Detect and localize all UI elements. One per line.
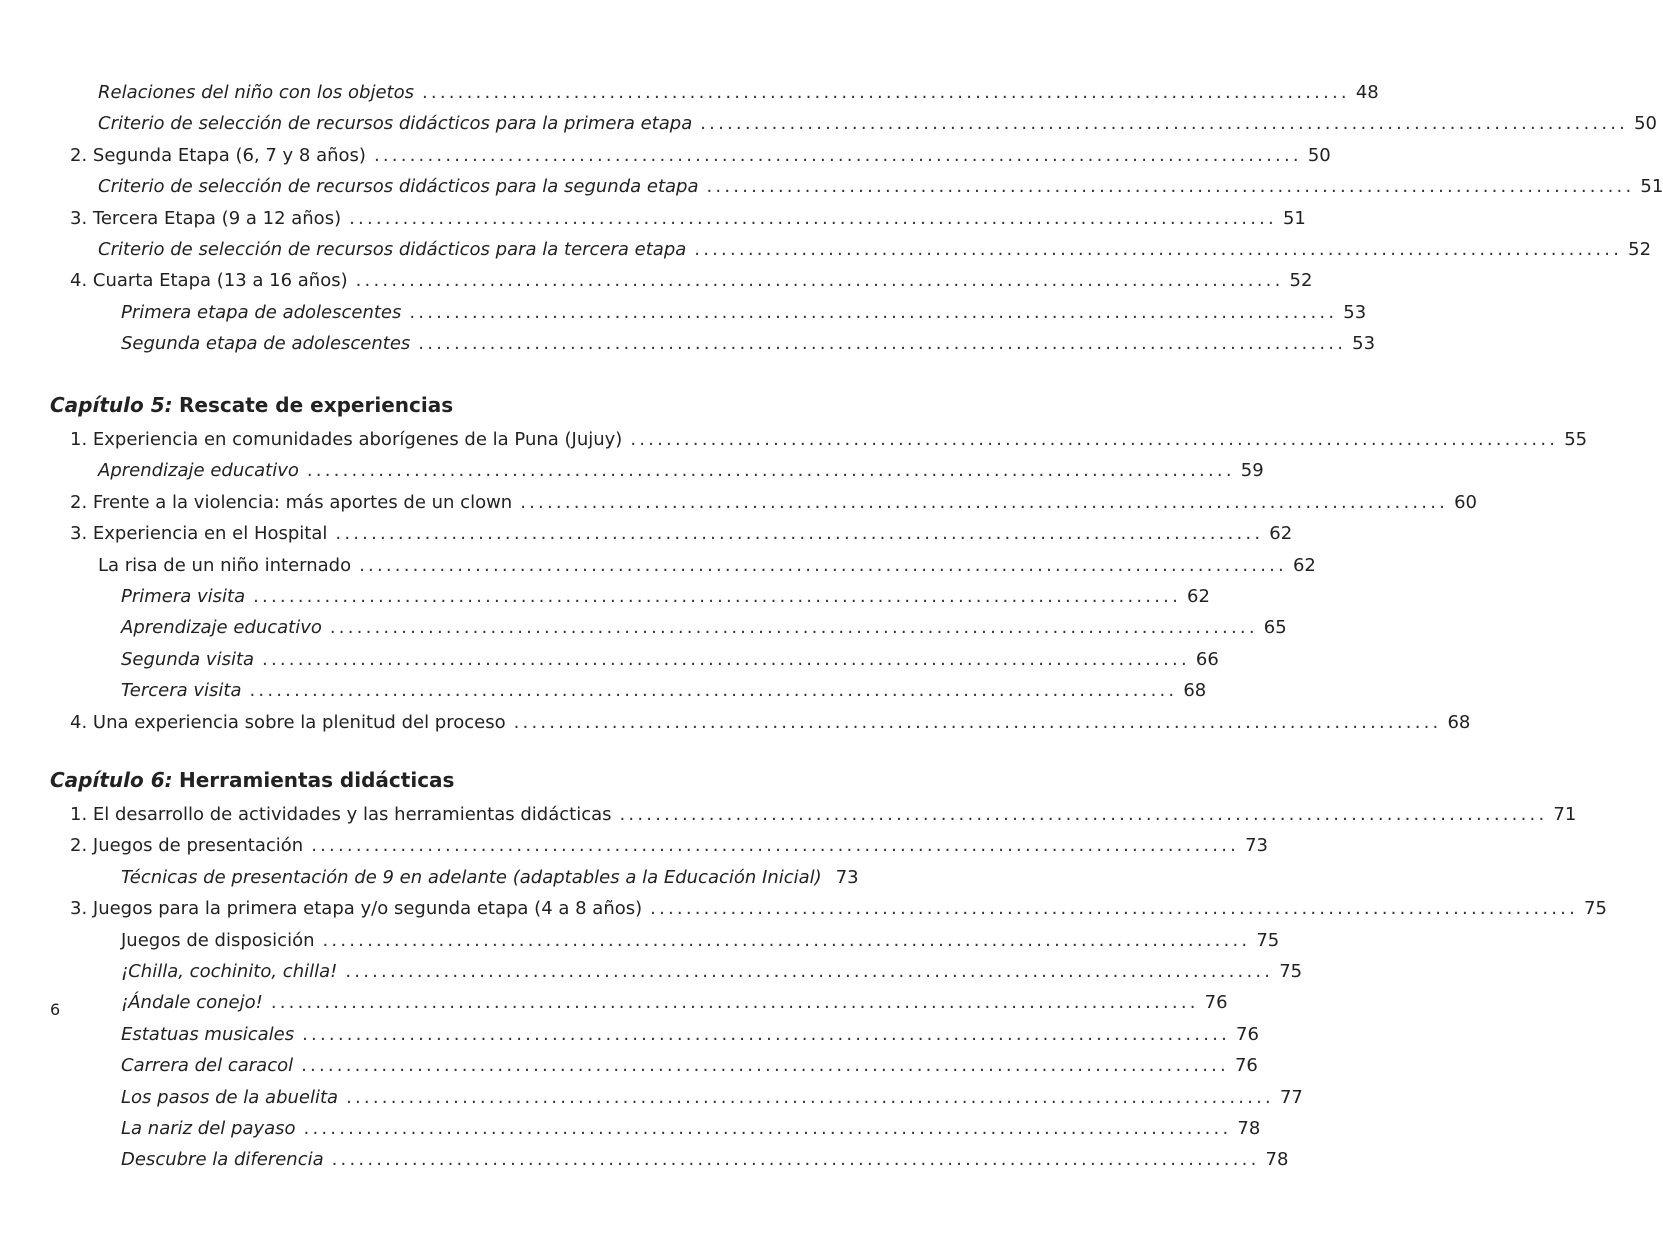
toc-entry-title: Relaciones del niño con los objetos xyxy=(98,82,414,103)
toc-entry-title: Carrera del caracol xyxy=(121,1055,294,1077)
toc-entry-page: 62 xyxy=(1187,586,1210,607)
toc-entry-page: 52 xyxy=(1628,239,1652,260)
dot-leader: ........................................................................................................ xyxy=(302,1023,1230,1045)
toc-entry-title: Criterio de selección de recursos didácticos para la primera etapa xyxy=(98,113,693,135)
toc-entry-title: 3. Experiencia en el Hospital xyxy=(70,523,328,545)
toc-entry xyxy=(70,898,1607,926)
toc-entry-title: 2. Juegos de presentación xyxy=(70,835,304,857)
dot-leader: ........................................................................................................ xyxy=(700,113,1629,135)
chapter-label: Capítulo 5: xyxy=(50,393,173,417)
toc-entry-title: Criterio de selección de recursos didácticos para la segunda etapa xyxy=(98,176,699,198)
toc-entry-page: 77 xyxy=(1279,1086,1303,1108)
toc-entry-title: Aprendizaje educativo xyxy=(98,460,299,482)
chapter-heading xyxy=(50,768,454,792)
toc-entry-title: La risa de un niño internado xyxy=(98,554,352,576)
toc-entry xyxy=(70,835,1268,863)
toc-entry xyxy=(70,804,1577,832)
toc-entry xyxy=(121,929,1280,958)
dot-leader: ........................................................................................................ xyxy=(301,1055,1229,1077)
chapter-label: Capítulo 6: xyxy=(50,768,173,792)
toc-entry-page: 78 xyxy=(1237,1118,1261,1139)
toc-entry-page: 60 xyxy=(1454,491,1477,513)
toc-entry-page: 73 xyxy=(835,866,859,888)
toc-entry-title: Juegos de disposición xyxy=(121,929,315,951)
toc-entry xyxy=(121,1086,1303,1115)
toc-entry xyxy=(70,711,1471,740)
dot-leader: ........................................................................................................ xyxy=(303,1118,1232,1139)
toc-entry-page: 75 xyxy=(1256,929,1280,951)
toc-entry-title: 3. Tercera Etapa (9 a 12 años) xyxy=(70,207,342,229)
dot-leader: ........................................................................................................ xyxy=(694,239,1623,260)
toc-entry-page: 52 xyxy=(1289,270,1313,292)
toc-entry-title: 4. Una experiencia sobre la plenitud del proceso xyxy=(70,711,506,733)
toc-entry-page: 48 xyxy=(1355,82,1379,103)
toc-entry-title: ¡Chilla, cochinito, chilla! xyxy=(121,961,338,982)
toc-entry xyxy=(121,301,1367,330)
dot-leader: ........................................................................................................ xyxy=(706,176,1635,198)
toc-entry-page: 51 xyxy=(1282,207,1306,229)
toc-entry-page: 75 xyxy=(1584,898,1607,920)
toc-entry-title: Segunda visita xyxy=(121,648,255,670)
dot-leader: ........................................................................................................ xyxy=(619,804,1548,825)
toc-entry-title: Estatuas musicales xyxy=(121,1023,295,1045)
chapter-heading xyxy=(50,393,453,417)
dot-leader: ........................................................................................................ xyxy=(253,586,1181,607)
toc-entry-page: 68 xyxy=(1183,680,1207,702)
toc-entry-page: 53 xyxy=(1352,333,1376,355)
dot-leader: ........................................................................................................ xyxy=(355,270,1284,292)
dot-leader: ........................................................................................................ xyxy=(520,491,1449,513)
toc-entry-title: Tercera visita xyxy=(121,680,242,702)
toc-entry-page: 71 xyxy=(1553,804,1577,825)
toc-entry-page: 53 xyxy=(1343,301,1367,323)
toc-entry xyxy=(121,961,1303,989)
toc-entry-title: Criterio de selección de recursos didácticos para la tercera etapa xyxy=(98,239,687,260)
toc-entry xyxy=(121,648,1219,677)
toc-entry-page: 76 xyxy=(1234,1055,1258,1077)
toc-entry xyxy=(70,207,1306,236)
dot-leader: ........................................................................................................ xyxy=(322,929,1251,951)
toc-entry xyxy=(121,586,1210,614)
toc-entry xyxy=(70,144,1331,173)
toc-entry xyxy=(70,429,1588,457)
toc-entry xyxy=(98,460,1264,488)
dot-leader: ........................................................................................................ xyxy=(418,333,1347,355)
toc-entry xyxy=(121,333,1376,361)
toc-entry-page: 62 xyxy=(1292,554,1316,576)
dot-leader: ........................................................................................................ xyxy=(373,144,1302,166)
toc-entry xyxy=(70,491,1477,520)
toc-entry-title: Aprendizaje educativo xyxy=(121,617,322,639)
toc-entry xyxy=(70,270,1313,298)
dot-leader: ........................................................................................................ xyxy=(306,460,1235,482)
dot-leader: ........................................................................................................ xyxy=(331,1149,1260,1171)
dot-leader: ........................................................................................................ xyxy=(311,835,1240,857)
dot-leader: ........................................................................................................ xyxy=(329,617,1258,639)
toc-entry xyxy=(70,523,1293,551)
toc-entry-page: 76 xyxy=(1204,992,1228,1014)
toc-entry-page: 59 xyxy=(1240,460,1264,482)
toc-entry-page: 68 xyxy=(1447,711,1471,733)
toc-entry xyxy=(121,617,1287,645)
toc-entry-title: 3. Juegos para la primera etapa y/o segunda etapa (4 a 8 años) xyxy=(70,898,643,920)
dot-leader: ........................................................................................................ xyxy=(513,711,1442,733)
toc-entry-page: 73 xyxy=(1245,835,1268,857)
toc-entry-page: 51 xyxy=(1640,176,1663,198)
dot-leader: ........................................................................................................ xyxy=(270,992,1199,1014)
toc-entry xyxy=(98,239,1652,267)
dot-leader: ........................................................................................................ xyxy=(335,523,1264,545)
toc-entry xyxy=(121,680,1207,708)
toc-entry-title: Los pasos de la abuelita xyxy=(121,1086,339,1108)
toc-entry-title: Segunda etapa de adolescentes xyxy=(121,333,411,355)
toc-entry-page: 62 xyxy=(1269,523,1293,545)
toc-entry-title: Técnicas de presentación de 9 en adelante (adaptables a la Educación Inicial) xyxy=(121,866,822,888)
toc-entry-page: 76 xyxy=(1236,1023,1259,1045)
toc-entry xyxy=(121,866,859,895)
toc-entry-page: 50 xyxy=(1634,113,1657,135)
toc-entry-page: 75 xyxy=(1279,961,1303,982)
toc-entry xyxy=(98,554,1316,583)
toc-entry xyxy=(98,113,1657,141)
dot-leader: ........................................................................................................ xyxy=(262,648,1190,670)
toc-entry-title: La nariz del payaso xyxy=(121,1118,296,1139)
toc-entry-title: Descubre la diferencia xyxy=(121,1149,324,1171)
toc-entry xyxy=(121,1118,1261,1146)
toc-entry-page: 78 xyxy=(1265,1149,1289,1171)
toc-entry xyxy=(121,992,1228,1020)
toc-entry xyxy=(98,176,1663,204)
dot-leader: ........................................................................................................ xyxy=(650,898,1579,920)
page-number: 6 xyxy=(50,1000,61,1019)
toc-entry xyxy=(121,1149,1289,1177)
toc-entry-title: 2. Segunda Etapa (6, 7 y 8 años) xyxy=(70,144,366,166)
toc-entry xyxy=(121,1055,1258,1083)
toc-entry-title: Primera visita xyxy=(121,586,246,607)
chapter-title: Herramientas didácticas xyxy=(178,768,455,792)
dot-leader: ........................................................................................................ xyxy=(249,680,1178,702)
toc-entry-page: 50 xyxy=(1307,144,1331,166)
dot-leader: ........................................................................................................ xyxy=(345,961,1274,982)
dot-leader: ........................................................................................................ xyxy=(422,82,1350,103)
toc-entry-title: 1. Experiencia en comunidades aborígenes de la Puna (Jujuy) xyxy=(70,429,623,450)
toc-entry-page: 66 xyxy=(1195,648,1219,670)
dot-leader: ........................................................................................................ xyxy=(409,301,1338,323)
toc-entry-title: ¡Ándale conejo! xyxy=(121,992,263,1014)
toc-entry xyxy=(121,1023,1259,1052)
toc-entry-title: 1. El desarrollo de actividades y las herramientas didácticas xyxy=(70,804,612,825)
dot-leader: ........................................................................................................ xyxy=(349,207,1277,229)
toc-entry-title: Primera etapa de adolescentes xyxy=(121,301,402,323)
dot-leader: ........................................................................................................ xyxy=(346,1086,1274,1108)
toc-entry-title: 2. Frente a la violencia: más aportes de un clown xyxy=(70,491,513,513)
toc-entry-page: 65 xyxy=(1263,617,1287,639)
dot-leader: ........................................................................................................ xyxy=(630,429,1559,450)
dot-leader: ........................................................................................................ xyxy=(359,554,1287,576)
chapter-title: Rescate de experiencias xyxy=(178,393,454,417)
toc-entry xyxy=(98,82,1379,110)
toc-entry-title: 4. Cuarta Etapa (13 a 16 años) xyxy=(70,270,348,292)
toc-entry-page: 55 xyxy=(1564,429,1588,450)
